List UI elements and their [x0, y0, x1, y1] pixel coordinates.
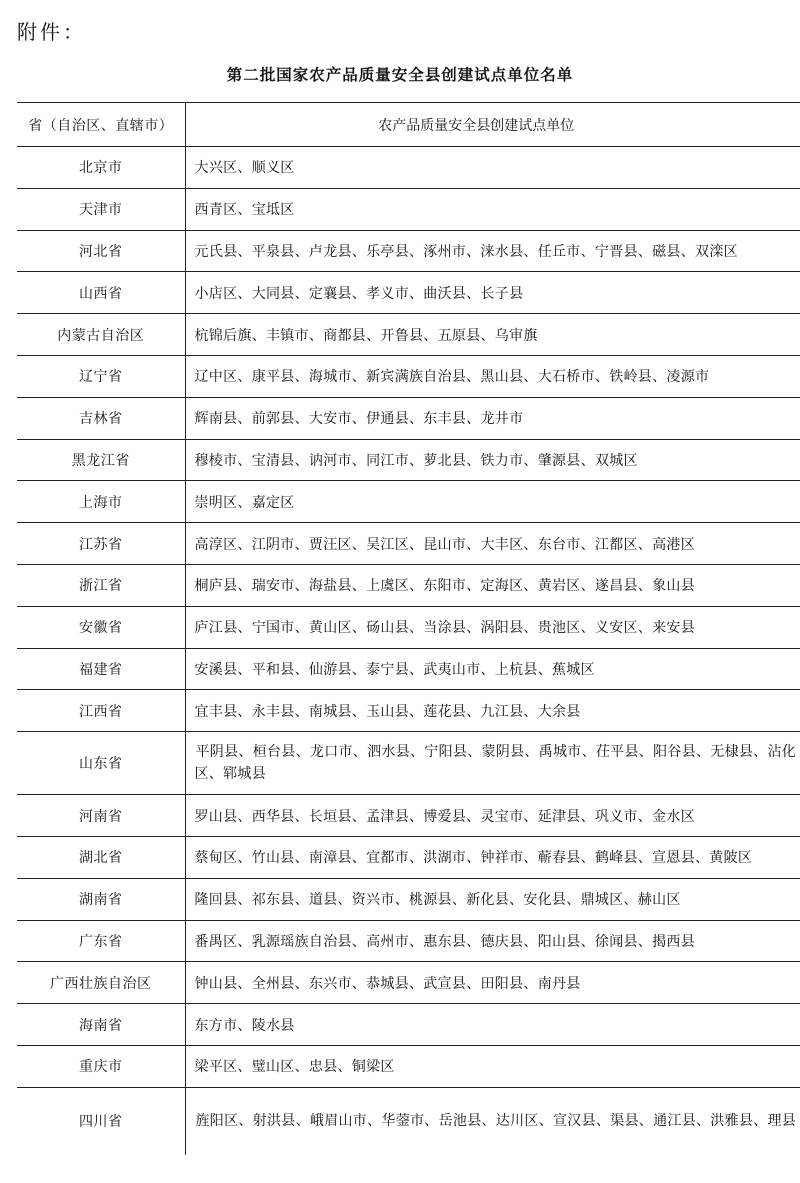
- province-cell: 吉林省: [17, 397, 185, 439]
- table-row: [17, 795, 800, 837]
- province-cell: 内蒙古自治区: [17, 314, 185, 356]
- province-cell: 山西省: [17, 272, 185, 314]
- table-row: [17, 439, 800, 481]
- units-column-header: 农产品质量安全县创建试点单位: [185, 103, 800, 147]
- province-cell: 黑龙江省: [17, 439, 185, 481]
- province-cell: 浙江省: [17, 564, 185, 606]
- province-cell: 福建省: [17, 648, 185, 690]
- table-row: [17, 878, 800, 920]
- province-cell: 江西省: [17, 690, 185, 732]
- units-cell: 番禺区、乳源瑶族自治县、高州市、惠东县、德庆县、阳山县、徐闻县、揭西县: [185, 920, 800, 962]
- province-cell: 湖南省: [17, 878, 185, 920]
- province-cell: 江苏省: [17, 523, 185, 565]
- units-cell: 杭锦后旗、丰镇市、商都县、开鲁县、五原县、乌审旗: [185, 314, 800, 356]
- table-row: [17, 648, 800, 690]
- pilot-units-table: [17, 102, 800, 1155]
- table-row: [17, 920, 800, 962]
- table-row: [17, 1045, 800, 1087]
- province-column-header: 省（自治区、直辖市）: [17, 103, 185, 147]
- province-cell: 安徽省: [17, 606, 185, 648]
- province-cell: 天津市: [17, 188, 185, 230]
- units-cell: 穆棱市、宝清县、讷河市、同江市、萝北县、铁力市、肇源县、双城区: [185, 439, 800, 481]
- province-cell: 北京市: [17, 147, 185, 189]
- province-cell: 广西壮族自治区: [17, 962, 185, 1004]
- units-cell: 东方市、陵水县: [185, 1004, 800, 1046]
- units-cell: 大兴区、顺义区: [185, 147, 800, 189]
- province-cell: 山东省: [17, 732, 185, 795]
- units-cell: 旌阳区、射洪县、峨眉山市、华蓥市、岳池县、达川区、宣汉县、渠县、通江县、洪雅县、理县: [185, 1087, 800, 1155]
- table-row: [17, 1087, 800, 1155]
- table-header-row: [17, 103, 800, 147]
- table-row: [17, 732, 800, 795]
- units-cell: 罗山县、西华县、长垣县、孟津县、博爱县、灵宝市、延津县、巩义市、金水区: [185, 795, 800, 837]
- province-cell: 辽宁省: [17, 355, 185, 397]
- units-cell: 桐庐县、瑞安市、海盐县、上虞区、东阳市、定海区、黄岩区、遂昌县、象山县: [185, 564, 800, 606]
- units-cell: 高淳区、江阴市、贾汪区、吴江区、昆山市、大丰区、东台市、江都区、高港区: [185, 523, 800, 565]
- province-cell: 海南省: [17, 1004, 185, 1046]
- table-row: [17, 836, 800, 878]
- table-row: [17, 606, 800, 648]
- table-row: [17, 188, 800, 230]
- table-row: [17, 481, 800, 523]
- units-cell: 西青区、宝坻区: [185, 188, 800, 230]
- table-row: [17, 564, 800, 606]
- units-cell: 辉南县、前郭县、大安市、伊通县、东丰县、龙井市: [185, 397, 800, 439]
- units-cell: 安溪县、平和县、仙游县、泰宁县、武夷山市、上杭县、蕉城区: [185, 648, 800, 690]
- attachment-label: 附件：: [17, 20, 86, 44]
- table-row: [17, 962, 800, 1004]
- province-cell: 河南省: [17, 795, 185, 837]
- table-row: [17, 523, 800, 565]
- units-cell: 元氏县、平泉县、卢龙县、乐亭县、涿州市、涞水县、任丘市、宁晋县、磁县、双滦区: [185, 230, 800, 272]
- document-title: 第二批国家农产品质量安全县创建试点单位名单: [226, 65, 574, 84]
- units-cell: 辽中区、康平县、海城市、新宾满族自治县、黑山县、大石桥市、铁岭县、凌源市: [185, 355, 800, 397]
- units-cell: 梁平区、璧山区、忠县、铜梁区: [185, 1045, 800, 1087]
- units-cell: 隆回县、祁东县、道县、资兴市、桃源县、新化县、安化县、鼎城区、赫山区: [185, 878, 800, 920]
- province-cell: 湖北省: [17, 836, 185, 878]
- province-cell: 重庆市: [17, 1045, 185, 1087]
- units-cell: 蔡甸区、竹山县、南漳县、宜都市、洪湖市、钟祥市、蕲春县、鹤峰县、宣恩县、黄陂区: [185, 836, 800, 878]
- province-cell: 上海市: [17, 481, 185, 523]
- province-cell: 四川省: [17, 1087, 185, 1155]
- units-cell: 宜丰县、永丰县、南城县、玉山县、莲花县、九江县、大余县: [185, 690, 800, 732]
- table-row: [17, 690, 800, 732]
- table-row: [17, 397, 800, 439]
- table-row: [17, 272, 800, 314]
- units-cell: 庐江县、宁国市、黄山区、砀山县、当涂县、涡阳县、贵池区、义安区、来安县: [185, 606, 800, 648]
- table-row: [17, 230, 800, 272]
- table-row: [17, 355, 800, 397]
- table-row: [17, 1004, 800, 1046]
- units-cell: 小店区、大同县、定襄县、孝义市、曲沃县、长子县: [185, 272, 800, 314]
- province-cell: 河北省: [17, 230, 185, 272]
- table-row: [17, 147, 800, 189]
- province-cell: 广东省: [17, 920, 185, 962]
- table-row: [17, 314, 800, 356]
- units-cell: 崇明区、嘉定区: [185, 481, 800, 523]
- units-cell: 平阴县、桓台县、龙口市、泗水县、宁阳县、蒙阴县、禹城市、茌平县、阳谷县、无棣县、沾化区、郓城县: [185, 732, 800, 795]
- units-cell: 钟山县、全州县、东兴市、恭城县、武宣县、田阳县、南丹县: [185, 962, 800, 1004]
